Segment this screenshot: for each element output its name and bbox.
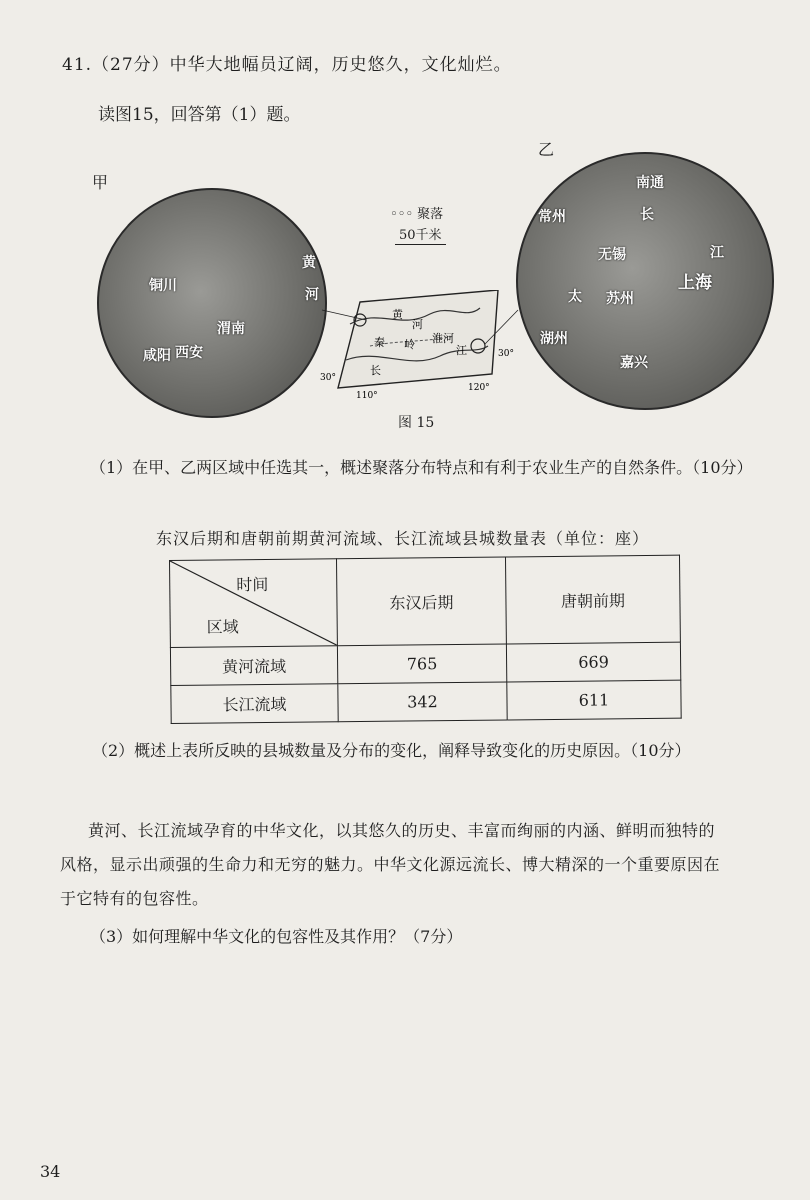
table-row: [170, 642, 680, 685]
map-right-tag: 乙: [538, 140, 555, 159]
table-row: [171, 680, 681, 723]
read-instruction: 读图15，回答第（1）题。: [98, 105, 301, 125]
map-label: 黄: [302, 255, 316, 271]
table-cell: 765: [337, 644, 506, 684]
map-label: 太: [568, 289, 582, 305]
map-label: 湖州: [540, 331, 568, 347]
row-header: 长江流域: [171, 684, 338, 724]
map-label: 西安: [175, 345, 203, 361]
table-cell: 611: [507, 680, 681, 720]
map-label: 长: [640, 207, 654, 223]
map-left-circle: [97, 188, 327, 418]
inset-label-huaihe: 淮河: [432, 332, 454, 345]
legend-label: 聚落: [417, 207, 444, 222]
settlement-dots-icon: ◦◦◦: [390, 207, 418, 222]
map-label: 常州: [538, 209, 566, 225]
inset-map: [320, 290, 520, 400]
map-left-tag: 甲: [92, 173, 109, 192]
paragraph-line-3: 于它特有的包容性。: [60, 889, 209, 908]
county-count-table: [169, 555, 682, 724]
question-1: （1）在甲、乙两区域中任选其一，概述聚落分布特点和有利于农业生产的自然条件。（10分）: [90, 458, 753, 477]
question-header: 41.（27分）中华大地幅员辽阔，历史悠久，文化灿烂。: [62, 55, 512, 75]
map-label: 上海: [678, 273, 712, 293]
inset-lat-right: 30°: [498, 349, 514, 359]
inset-label-huang: 黄: [392, 308, 403, 321]
map-label: 无锡: [598, 247, 626, 263]
page-number: 34: [40, 1162, 61, 1181]
paragraph-line-2: 风格，显示出顽强的生命力和无穷的魅力。中华文化源远流长、博大精深的一个重要原因在: [60, 855, 721, 874]
inset-label-ling: 岭: [404, 338, 415, 351]
inset-lon-110: 110°: [356, 391, 378, 400]
table-cell: 342: [338, 682, 507, 722]
inset-label-jiang: 江: [456, 344, 467, 357]
inset-lat-left: 30°: [320, 373, 336, 383]
map-label: 咸阳: [143, 348, 171, 364]
map-label: 嘉兴: [620, 355, 648, 371]
question-3: （3）如何理解中华文化的包容性及其作用？（7分）: [90, 927, 463, 946]
map-label: 苏州: [606, 291, 634, 307]
corner-label-time: 时间: [236, 574, 269, 595]
paragraph-line-1: 黄河、长江流域孕育的中华文化，以其悠久的历史、丰富而绚丽的内涵、鲜明而独特的: [88, 821, 716, 840]
table-title: 东汉后期和唐朝前期黄河流域、长江流域县城数量表（单位：座）: [156, 529, 650, 548]
map-right-circle: [516, 152, 774, 410]
map-label: 江: [710, 245, 724, 261]
map-scale: 50千米: [395, 224, 446, 245]
figure-caption: 图 15: [398, 415, 435, 431]
map-label: 渭南: [217, 321, 245, 337]
inset-label-chang: 长: [370, 364, 381, 377]
table-cell: 669: [506, 642, 680, 682]
corner-label-region: 区域: [206, 617, 239, 637]
legend-settlement: [390, 203, 443, 222]
row-header: 黄河流域: [170, 646, 337, 686]
inset-lon-120: 120°: [468, 383, 490, 393]
column-header: 唐朝前期: [505, 555, 680, 644]
column-header: 东汉后期: [336, 557, 506, 646]
table-corner-cell: [170, 559, 338, 648]
question-2: （2）概述上表所反映的县城数量及分布的变化，阐释导致变化的历史原因。（10分）: [92, 741, 691, 760]
inset-label-he: 河: [412, 318, 423, 331]
map-label: 河: [305, 287, 319, 303]
map-label: 南通: [636, 175, 664, 191]
map-label: 铜川: [149, 278, 177, 294]
inset-label-qin: 秦: [374, 336, 385, 349]
